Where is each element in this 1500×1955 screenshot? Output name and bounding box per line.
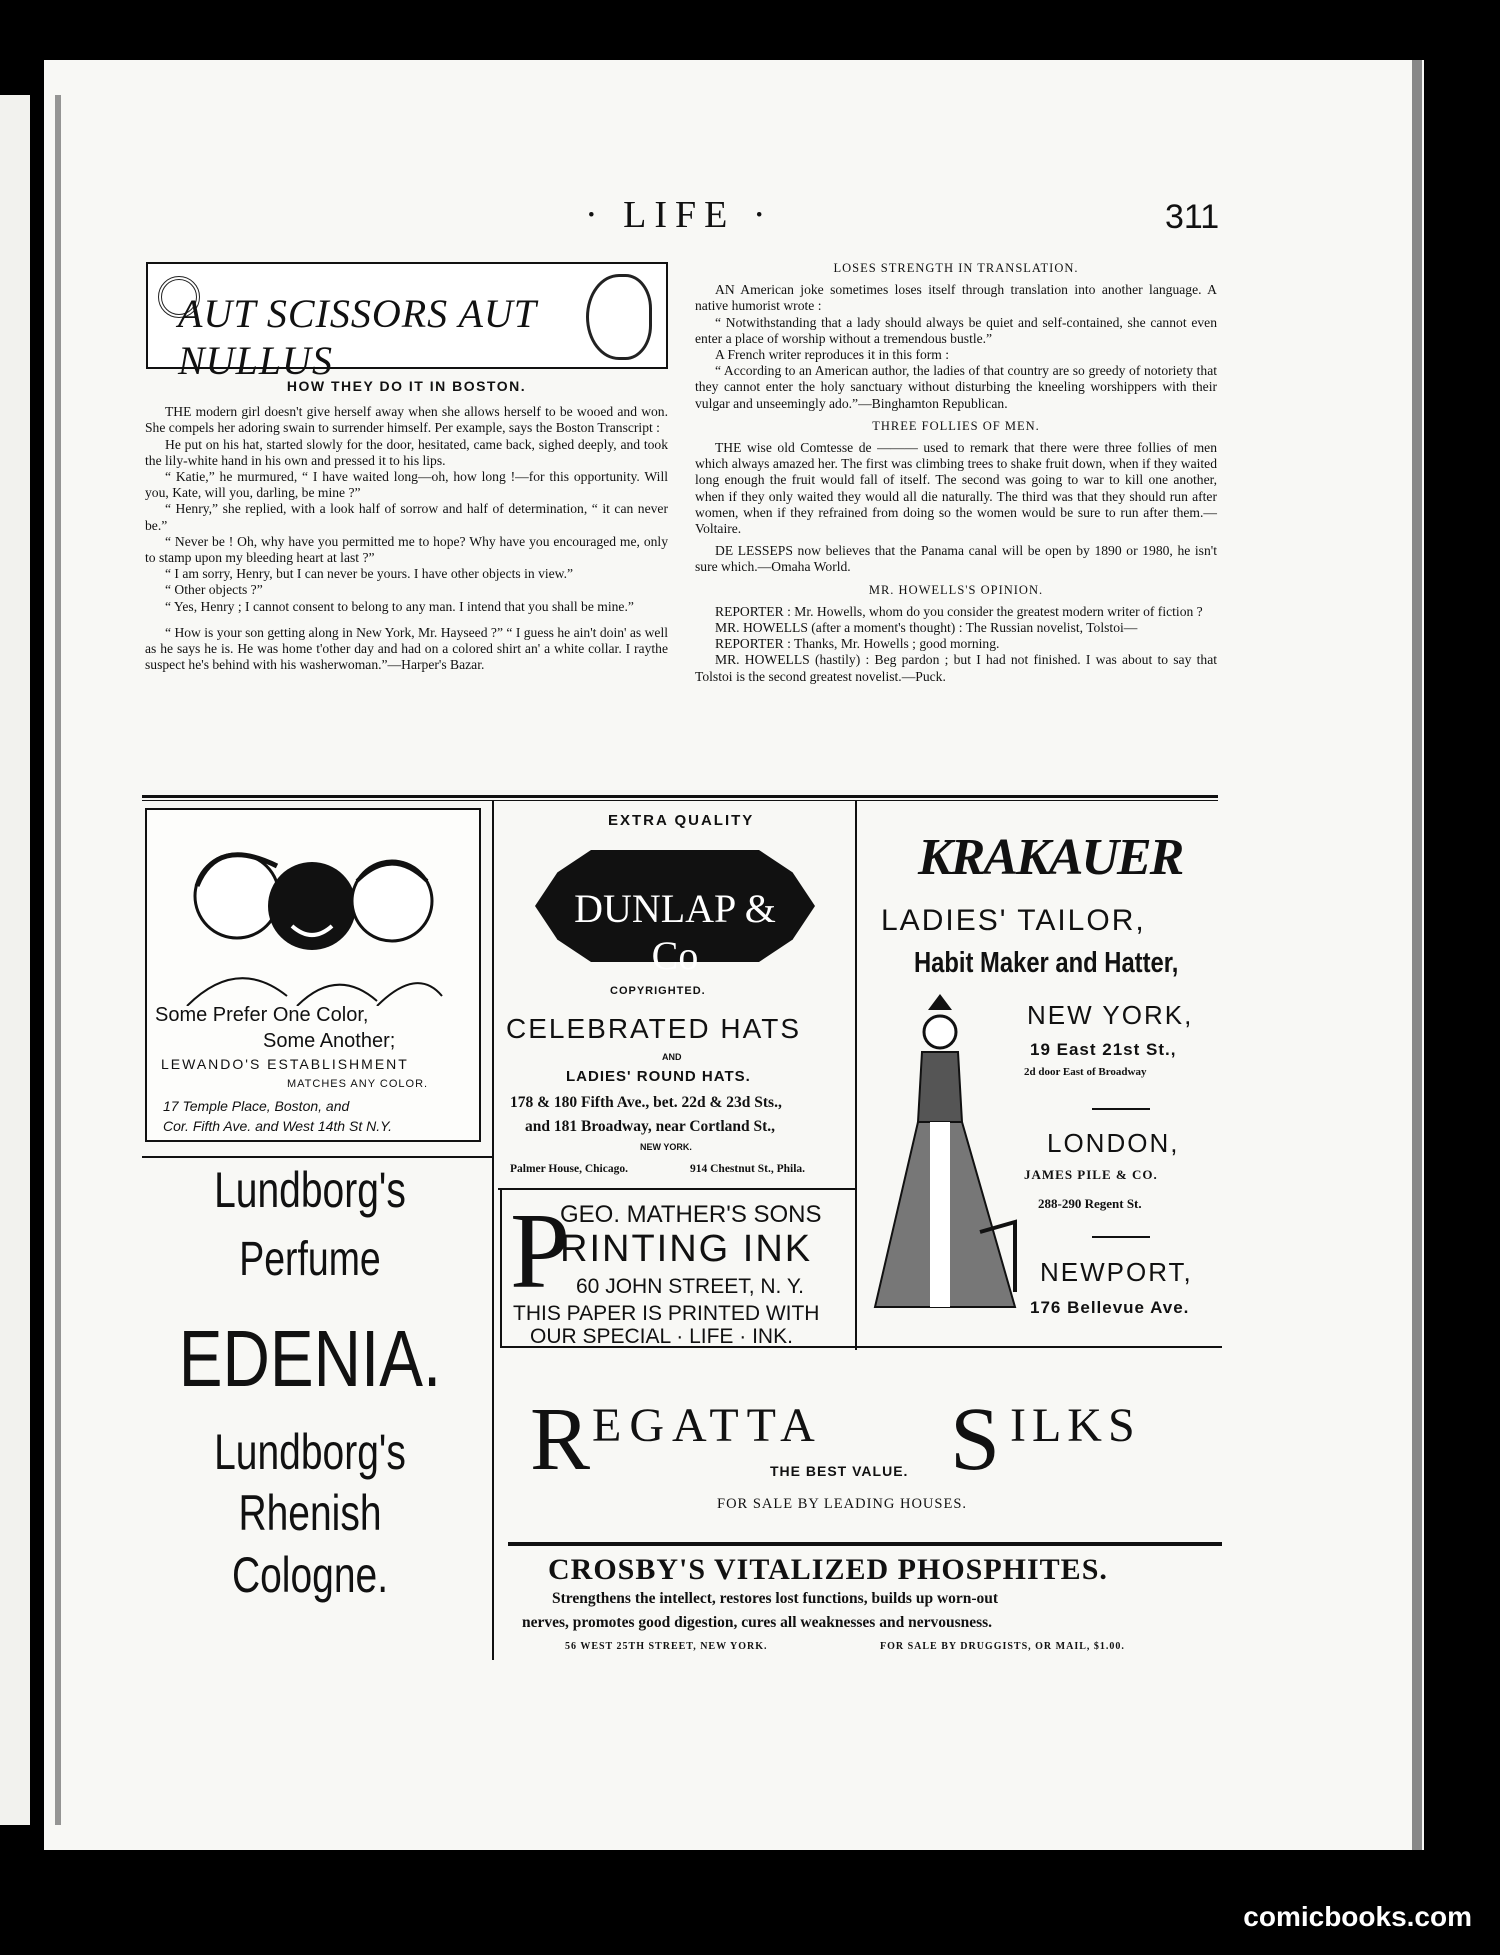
banner-title: AUT SCISSORS AUT NULLUS <box>178 291 537 383</box>
face-illustration-icon <box>586 274 652 360</box>
page-number: 311 <box>1165 198 1220 236</box>
paragraph: “ I am sorry, Henry, but I can never be yours. I have other objects in view.” <box>165 566 574 582</box>
article-heading: THREE FOLLIES OF MEN. <box>872 418 1040 433</box>
paragraph: AN American joke sometimes loses itself through translation into another language. A native humorist wrote : <box>695 282 1217 314</box>
ad-line: Some Another; <box>263 1030 396 1052</box>
ad-divider-horizontal <box>508 1542 1222 1546</box>
ad-initial: P <box>510 1192 571 1311</box>
ad-line: LEWANDO'S ESTABLISHMENT <box>161 1056 409 1072</box>
ad-line: RINTING INK <box>560 1228 813 1270</box>
article-heading: LOSES STRENGTH IN TRANSLATION. <box>833 261 1079 275</box>
ad-line: AND <box>662 1052 682 1062</box>
ad-divider-horizontal <box>142 1156 492 1158</box>
section-divider <box>142 795 1218 798</box>
ad-divider-vertical <box>855 800 857 1350</box>
ad-line: Cor. Fifth Ave. and West 14th St N.Y. <box>163 1118 393 1134</box>
ad-line: LADIES' ROUND HATS. <box>566 1068 751 1085</box>
paragraph: “ Other objects ?” <box>165 582 263 598</box>
ad-line: OUR SPECIAL · LIFE · INK. <box>530 1325 793 1348</box>
ad-divider-vertical <box>500 1188 502 1348</box>
ad-line: 60 JOHN STREET, N. Y. <box>576 1275 804 1298</box>
paragraph: REPORTER : Mr. Howells, whom do you consider the greatest modern writer of fiction ? <box>715 603 1203 619</box>
ad-line: 56 WEST 25TH STREET, NEW YORK. <box>565 1641 768 1652</box>
ad-line: CELEBRATED HATS <box>506 1013 802 1044</box>
paragraph: MR. HOWELLS (hastily) : Beg pardon ; but I had not finished. I was about to say that Tolstoi is the second greatest novelist.—Puck. <box>695 652 1217 684</box>
left-text-column <box>145 378 668 673</box>
ad-line: COPYRIGHTED. <box>610 985 706 997</box>
paragraph: “ Notwithstanding that a lady should always be quiet and self-contained, she cannot even enter a place of worship without a tremendous bustle.” <box>695 314 1217 346</box>
ad-line: 176 Bellevue Ave. <box>1030 1298 1190 1317</box>
ad-line: NEW YORK. <box>640 1142 692 1152</box>
ad-lundborg <box>145 1160 475 1606</box>
paragraph: THE modern girl doesn't give herself away when she allows herself to be wooed and won. She compels her adoring swain to surrender himself. Per example, says the Boston Transcript : <box>145 404 668 436</box>
ad-brand: DUNLAP & Co <box>574 886 776 978</box>
ad-line: Lundborg's <box>214 1424 406 1480</box>
ad-line: THE BEST VALUE. <box>770 1463 909 1479</box>
three-faces-illustration <box>177 826 447 1006</box>
ad-separator <box>1092 1108 1150 1110</box>
ad-line: 288-290 Regent St. <box>1038 1196 1142 1211</box>
ad-initial: R <box>530 1390 591 1489</box>
ad-line: JAMES PILE & CO. <box>1024 1167 1158 1182</box>
ad-line: FOR SALE BY LEADING HOUSES. <box>717 1496 968 1512</box>
magazine-title: · LIFE · <box>585 194 774 236</box>
ad-line: Lundborg's <box>214 1162 406 1218</box>
ad-line: 914 Chestnut St., Phila. <box>690 1163 806 1175</box>
paragraph: THE wise old Comtesse de ——— used to remark that there were three follies of men which always amazed her. The first was climbing trees to shake fruit down, when if they waited long enough the fruit would fall of itself. The second was going to war to kill one another, when if they only waited they would all die naturally. The third was that they should run after women, when if they refrained from doing so the women would be sure to run after them.—Voltaire. <box>695 440 1217 537</box>
article-heading: HOW THEY DO IT IN BOSTON. <box>286 378 527 394</box>
ad-divider-vertical <box>492 800 494 1660</box>
ad-lewando <box>145 808 481 1142</box>
ad-line: 2d door East of Broadway <box>1024 1066 1147 1078</box>
ad-line: nerves, promotes good digestion, cures all weaknesses and nervousness. <box>522 1614 993 1631</box>
ad-line: NEW YORK, <box>1027 1000 1194 1030</box>
ad-line: Habit Maker and Hatter, <box>914 947 1179 979</box>
paragraph: “ According to an American author, the ladies of that country are so greedy of notoriety that they cannot enter the holy sanctuary without disturbing the kneeling worshippers with their vulgar and unseemingly ado.”—Binghamton Republican. <box>695 363 1217 411</box>
ad-line: 178 & 180 Fifth Ave., bet. 22d & 23d Sts., <box>510 1094 782 1111</box>
ad-line: THIS PAPER IS PRINTED WITH <box>513 1302 820 1325</box>
lady-in-dress-illustration <box>870 992 1020 1322</box>
ad-line: Some Prefer One Color, <box>155 1004 369 1026</box>
paragraph: DE LESSEPS now believes that the Panama canal will be open by 1890 or 1980, he isn't sure which.—Omaha World. <box>695 543 1217 575</box>
ad-line: ILKS <box>1010 1399 1141 1452</box>
paragraph: “ Yes, Henry ; I cannot consent to belong to any man. I intend that you shall be mine.” <box>165 598 634 614</box>
paragraph: MR. HOWELLS (after a moment's thought) : The Russian novelist, Tolstoi— <box>715 620 1138 636</box>
article-heading: MR. HOWELLS'S OPINION. <box>868 582 1044 597</box>
ad-line: NEWPORT, <box>1040 1257 1193 1287</box>
column-banner <box>146 262 668 383</box>
right-text-column <box>695 260 1217 685</box>
ad-line: LONDON, <box>1047 1128 1180 1158</box>
ad-brand: CROSBY'S VITALIZED PHOSPHITES. <box>548 1553 1108 1586</box>
ad-line: and 181 Broadway, near Cortland St., <box>525 1118 776 1135</box>
ad-line: MATCHES ANY COLOR. <box>287 1078 429 1090</box>
ad-brand: EDENIA. <box>178 1314 442 1403</box>
paragraph: “ Never be ! Oh, why have you permitted me to hope? Why have you encouraged me, only to stamp upon my bleeding heart at last ?” <box>145 533 668 566</box>
ad-line: Perfume <box>239 1233 381 1286</box>
paragraph: He put on his hat, started slowly for the door, hesitated, came back, sighed deeply, and took the lily-white hand in his own and pressed it to his lips. <box>145 436 668 468</box>
ad-brand: KRAKAUER <box>918 829 1183 886</box>
ad-line: Palmer House, Chicago. <box>510 1163 628 1175</box>
page-spine-shadow <box>55 95 61 1825</box>
ad-initial: S <box>950 1390 1001 1489</box>
section-divider-thin <box>142 800 1218 801</box>
paragraph: “ Katie,” he murmured, “ I have waited long—oh, how long !—for this opportunity. Will you, Kate, will you, darling, be mine ?” <box>145 469 668 501</box>
ad-divider-horizontal <box>498 1188 855 1190</box>
ad-line: 17 Temple Place, Boston, and <box>163 1098 350 1114</box>
ad-separator <box>1092 1236 1150 1238</box>
site-watermark: comicbooks.com <box>1243 1901 1472 1932</box>
ad-line: Strengthens the intellect, restores lost functions, builds up worn-out <box>552 1590 999 1607</box>
paragraph: A French writer reproduces it in this form : <box>715 347 950 363</box>
ad-line: EXTRA QUALITY <box>608 812 755 829</box>
ad-line: LADIES' TAILOR, <box>881 904 1146 937</box>
ad-line: FOR SALE BY DRUGGISTS, OR MAIL, $1.00. <box>880 1641 1125 1652</box>
paragraph: “ How is your son getting along in New York, Mr. Hayseed ?” “ I guess he ain't doin' as well as he says he is. He was home t'other day and had on a colored shirt an' a white collar. I raythe suspect he's behind with his washerwoman.”—Harper's Bazar. <box>145 624 668 673</box>
ad-line: 19 East 21st St., <box>1030 1040 1177 1059</box>
facing-page-edge <box>0 95 30 1825</box>
paragraph: REPORTER : Thanks, Mr. Howells ; good morning. <box>715 636 1000 652</box>
ad-line: EGATTA <box>592 1399 823 1452</box>
paragraph: “ Henry,” she replied, with a look half of sorrow and half of determination, “ it can never be.” <box>145 501 668 533</box>
ad-line: GEO. MATHER'S SONS <box>560 1201 822 1228</box>
ad-line: Rhenish Cologne. <box>231 1485 389 1603</box>
page-right-edge <box>1412 60 1422 1850</box>
